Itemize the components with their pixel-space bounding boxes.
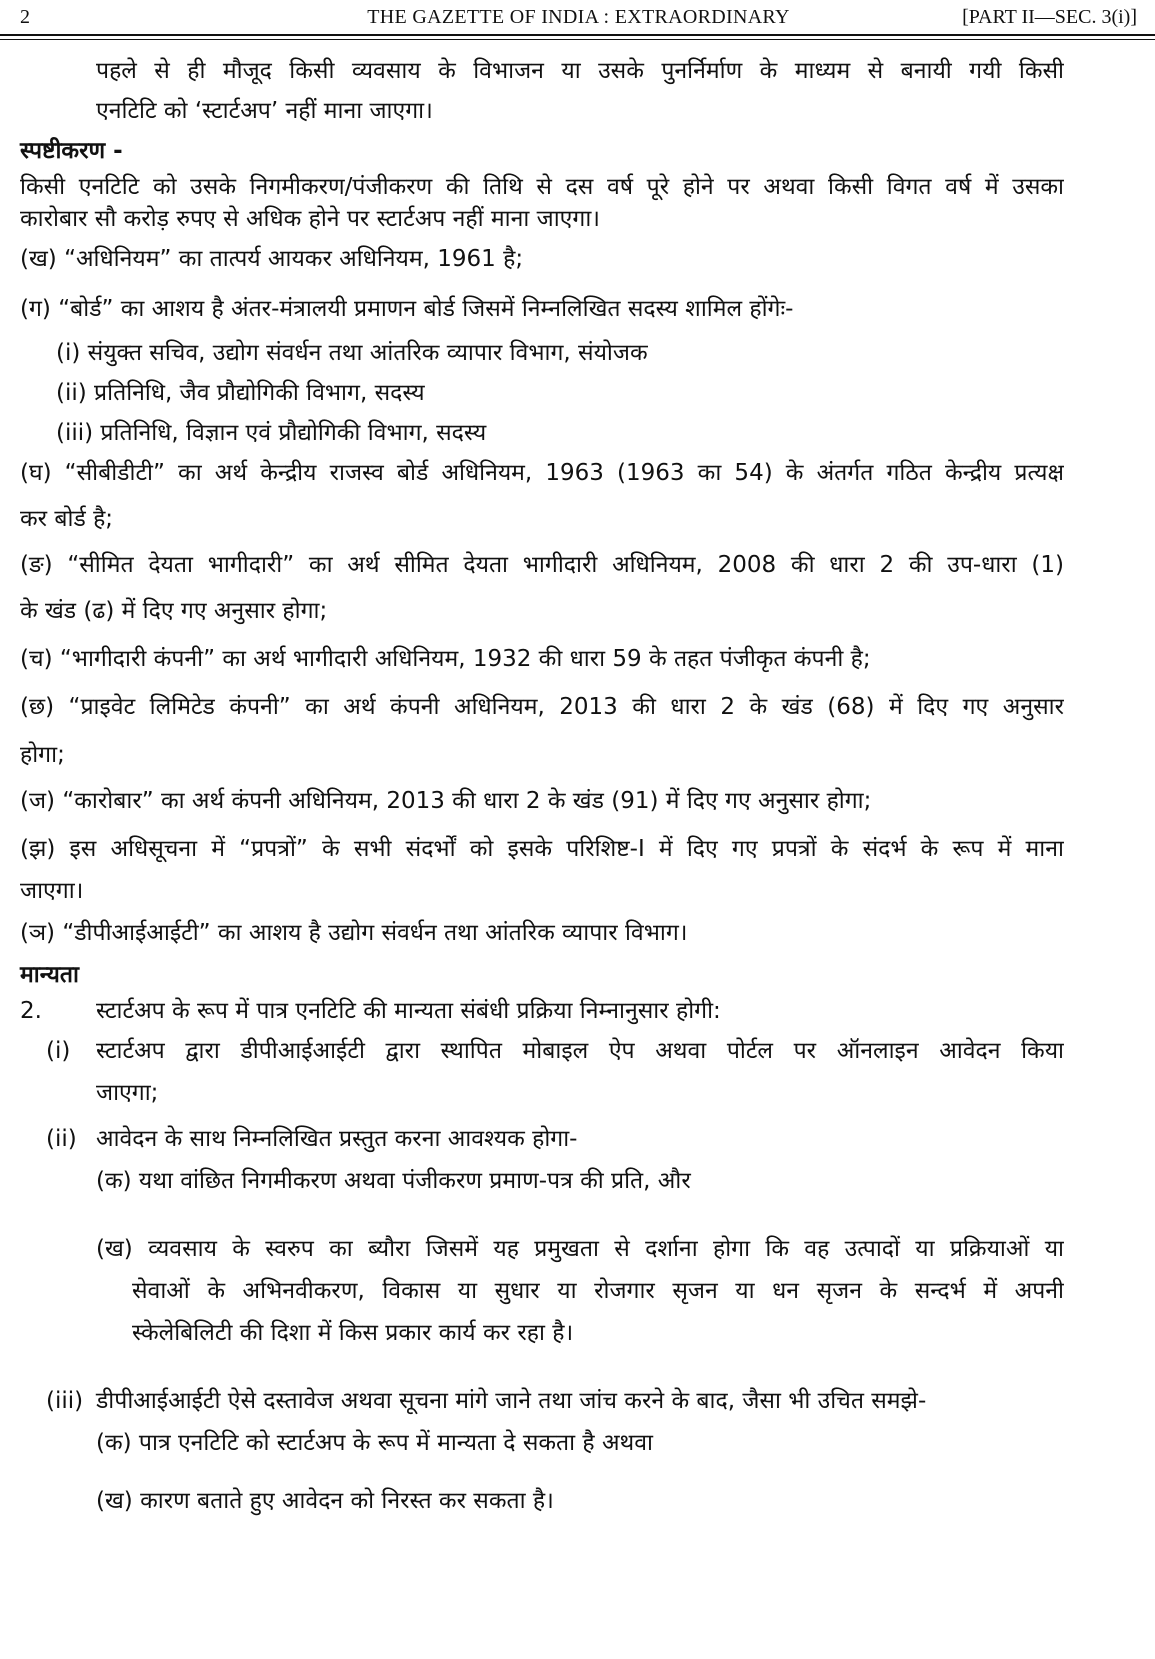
section-label: [PART II—SEC. 3(i)]: [962, 6, 1137, 28]
clause-number: 2.: [20, 998, 42, 1024]
requirement-kha: (ख) व्यवसाय के स्वरुप का ब्यौरा जिसमें यह प्रमुखता से दर्शाना होगा कि वह उत्पादों या प्रक्रियाओं या: [96, 1236, 1064, 1262]
text-line: सेवाओं के अभिनवीकरण, विकास या सुधार या रोजगार सृजन या धन सृजन के सन्दर्भ में अपनी: [132, 1278, 1064, 1304]
text-line: स्केलेबिलिटी की दिशा में किस प्रकार कार्य कर रहा है।: [132, 1320, 574, 1346]
gazette-title: THE GAZETTE OF INDIA : EXTRAORDINARY: [367, 6, 790, 28]
text-line: आवेदन के साथ निम्नलिखित प्रस्तुत करना आवश्यक होगा-: [96, 1126, 578, 1152]
definition-nya: (ञ) “डीपीआईआईटी” का आशय है उद्योग संवर्धन तथा आंतरिक व्यापार विभाग।: [20, 920, 688, 946]
text-line: के खंड (ढ) में दिए गए अनुसार होगा;: [20, 598, 328, 624]
text-line: कर बोर्ड है;: [20, 506, 114, 532]
definition-cha: (च) “भागीदारी कंपनी” का अर्थ भागीदारी अधिनियम, 1932 की धारा 59 के तहत पंजीकृत कंपनी है;: [20, 646, 871, 672]
text-line: पहले से ही मौजूद किसी व्यवसाय के विभाजन या उसके पुनर्निर्माण के माध्यम से बनायी गयी किसी: [96, 58, 1064, 84]
outcome-ka: (क) पात्र एनटिटि को स्टार्टअप के रूप में मान्यता दे सकता है अथवा: [96, 1430, 653, 1456]
definition-chha: (छ) “प्राइवेट लिमिटेड कंपनी” का अर्थ कंपनी अधिनियम, 2013 की धारा 2 के खंड (68) में दिए गए अनुसार: [20, 694, 1064, 720]
definition-ga: (ग) “बोर्ड” का आशय है अंतर-मंत्रालयी प्रमाणन बोर्ड जिसमें निम्नलिखित सदस्य शामिल होंगेः-: [20, 296, 794, 322]
page-number: 2: [20, 6, 30, 28]
text-line: होगा;: [20, 742, 65, 768]
text-line: जाएगा;: [96, 1080, 159, 1106]
explanation-heading: स्पष्टीकरण -: [20, 138, 123, 164]
board-member-1: (i) संयुक्त सचिव, उद्योग संवर्धन तथा आंतरिक व्यापार विभाग, संयोजक: [56, 340, 648, 366]
definition-gha: (घ) “सीबीडीटी” का अर्थ केन्द्रीय राजस्व बोर्ड अधिनियम, 1963 (1963 का 54) के अंतर्गत गठित केन्द्रीय प्रत्यक्ष: [20, 460, 1064, 486]
board-member-2: (ii) प्रतिनिधि, जैव प्रौद्योगिकी विभाग, सदस्य: [56, 380, 425, 406]
text-line: स्टार्टअप के रूप में पात्र एनटिटि की मान्यता संबंधी प्रक्रिया निम्नानुसार होगी:: [96, 998, 721, 1024]
subclause-number: (i): [46, 1038, 71, 1064]
text-line: डीपीआईआईटी ऐसे दस्तावेज अथवा सूचना मांगे जाने तथा जांच करने के बाद, जैसा भी उचित समझे-: [96, 1388, 927, 1414]
text-line: जाएगा।: [20, 878, 84, 904]
recognition-heading: मान्यता: [20, 962, 79, 988]
text-line: कारोबार सौ करोड़ रुपए से अधिक होने पर स्टार्टअप नहीं माना जाएगा।: [20, 206, 601, 232]
text-line: एनटिटि को ‘स्टार्टअप’ नहीं माना जाएगा।: [96, 98, 433, 124]
subclause-number: (ii): [46, 1126, 77, 1152]
header-rule-thin: [0, 39, 1155, 40]
definition-kha: (ख) “अधिनियम” का तात्पर्य आयकर अधिनियम, 1961 है;: [20, 246, 524, 272]
text-line: किसी एनटिटि को उसके निगमीकरण/पंजीकरण की तिथि से दस वर्ष पूरे होने पर अथवा किसी विगत वर्ष में उसका: [20, 174, 1064, 200]
definition-ja: (ज) “कारोबार” का अर्थ कंपनी अधिनियम, 2013 की धारा 2 के खंड (91) में दिए गए अनुसार होगा;: [20, 788, 872, 814]
requirement-ka: (क) यथा वांछित निगमीकरण अथवा पंजीकरण प्रमाण-पत्र की प्रति, और: [96, 1168, 691, 1194]
text-line: स्टार्टअप द्वारा डीपीआईआईटी द्वारा स्थापित मोबाइल ऐप अथवा पोर्टल पर ऑनलाइन आवेदन किया: [96, 1038, 1064, 1064]
definition-nga: (ङ) “सीमित देयता भागीदारी” का अर्थ सीमित देयता भागीदारी अधिनियम, 2008 की धारा 2 की उप-धारा (1): [20, 552, 1064, 578]
board-member-3: (iii) प्रतिनिधि, विज्ञान एवं प्रौद्योगिकी विभाग, सदस्य: [56, 420, 487, 446]
outcome-kha: (ख) कारण बताते हुए आवेदन को निरस्त कर सकता है।: [96, 1488, 554, 1514]
header-rule-thick: [0, 34, 1155, 36]
definition-jha: (झ) इस अधिसूचना में “प्रपत्रों” के सभी संदर्भों को इसके परिशिष्ट-I में दिए गए प्रपत्रों के संदर्भ के रूप में माना: [20, 836, 1064, 862]
page-header: [20, 4, 1137, 36]
subclause-number: (iii): [46, 1388, 84, 1414]
